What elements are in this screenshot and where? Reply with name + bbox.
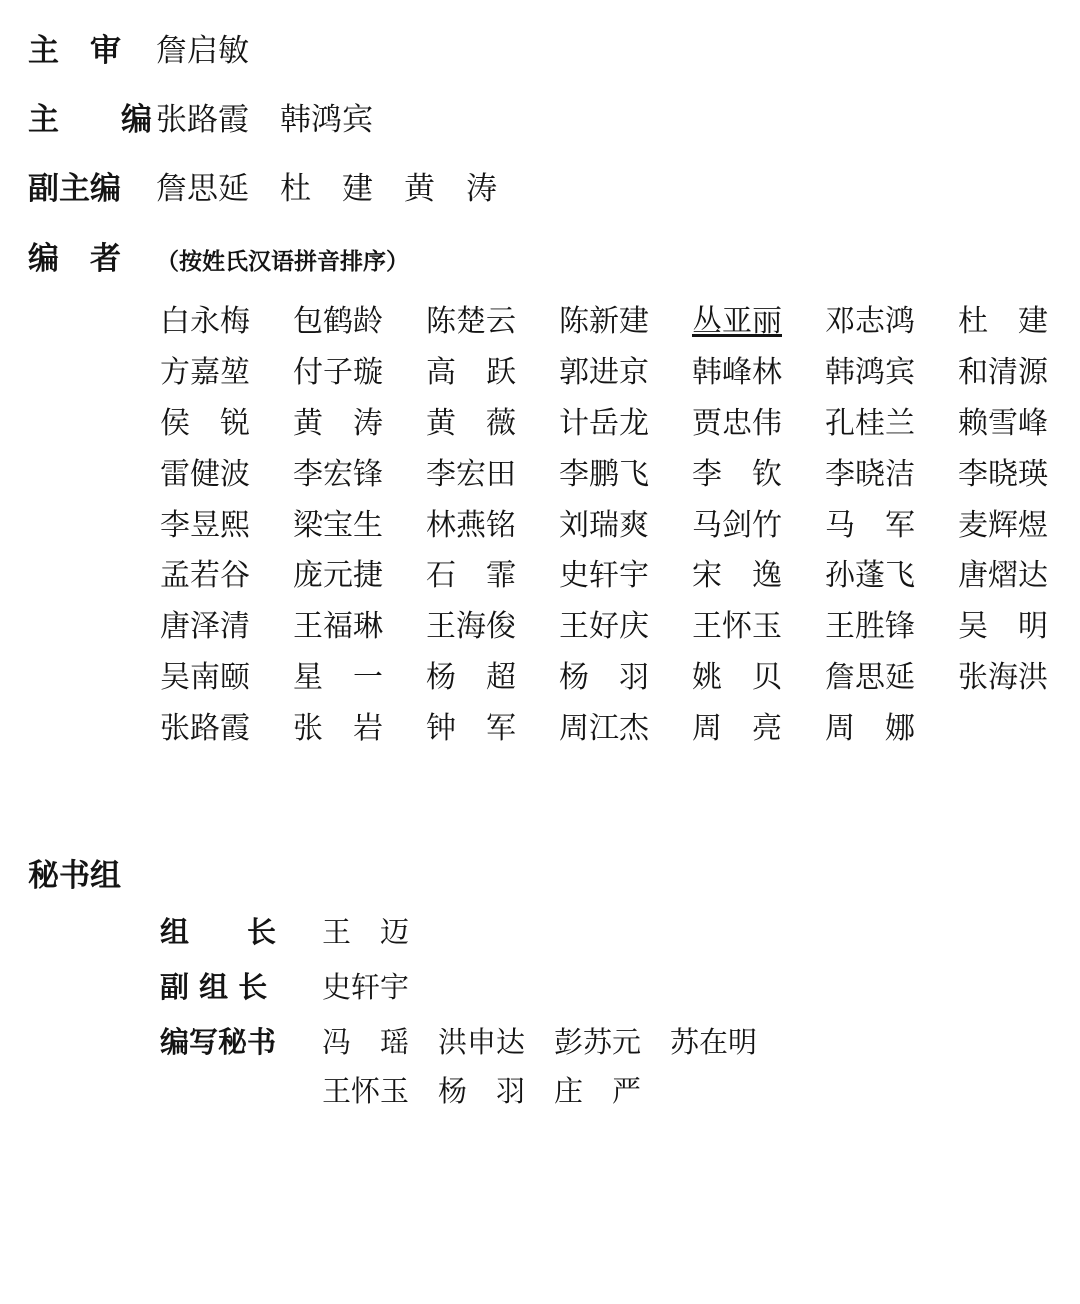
editor-name: 杜 建 — [958, 304, 1048, 339]
editor-name: 方嘉堃 — [160, 354, 250, 390]
editor-name: 孟若谷 — [160, 558, 250, 594]
editor-name: 庞元捷 — [293, 558, 383, 594]
editor-name: 张 岩 — [293, 711, 383, 747]
editor-name: 黄 涛 — [293, 405, 383, 441]
editor-name: 付子璇 — [293, 354, 383, 390]
editor-name: 黄 薇 — [426, 405, 516, 441]
editor-name: 唐熠达 — [958, 558, 1048, 594]
editor-name: 雷健波 — [160, 456, 250, 492]
secretary-row-writing-secretaries — [160, 1025, 1080, 1060]
role-label-chief-reviewer: 主 审 — [28, 33, 121, 69]
editor-name: 周 娜 — [825, 711, 915, 747]
editors-sort-note: （按姓氏汉语拼音排序） — [156, 248, 409, 275]
secretary-row-leader — [160, 915, 1080, 950]
editor-name: 李鹏飞 — [559, 456, 649, 492]
editor-name: 赖雪峰 — [958, 405, 1048, 441]
editor-name: 李晓洁 — [825, 456, 915, 492]
editor-name: 韩峰林 — [692, 354, 782, 390]
editor-name: 麦辉煜 — [958, 507, 1048, 543]
editor-name: 李晓瑛 — [958, 456, 1048, 492]
editor-name: 钟 军 — [426, 711, 516, 747]
editors-grid — [160, 302, 1080, 749]
editor-name: 王好庆 — [559, 609, 649, 645]
editor-name: 史轩宇 — [559, 558, 649, 594]
editor-name: 孙蓬飞 — [825, 558, 915, 594]
editor-name: 李昱熙 — [160, 507, 250, 543]
editor-name: 林燕铭 — [426, 507, 516, 543]
role-label-chief-editor: 主 编 — [28, 102, 152, 138]
editor-name: 邓志鸿 — [825, 304, 915, 339]
editor-name: 张路霞 — [160, 711, 250, 747]
secretary-group-title: 秘书组 — [28, 858, 121, 895]
role-label-deputy-chief-editor: 副主编 — [28, 171, 121, 207]
editor-name: 计岳龙 — [559, 405, 649, 441]
editor-name: 陈楚云 — [426, 304, 516, 339]
role-row-chief-reviewer — [28, 0, 1080, 67]
editor-name: 王福琳 — [293, 609, 383, 645]
secretary-names-deputy-leader: 史轩宇 — [322, 970, 410, 1005]
editor-name: 周 亮 — [692, 711, 782, 747]
editor-name: 星 一 — [293, 660, 383, 696]
editor-name: 侯 锐 — [160, 405, 250, 441]
editor-name: 吴南颐 — [160, 660, 250, 696]
editor-name: 李 钦 — [692, 456, 782, 492]
editor-name: 石 霏 — [426, 558, 516, 594]
editor-name: 刘瑞爽 — [559, 507, 649, 543]
secretary-row-deputy-leader — [160, 970, 1080, 1005]
role-names-chief-editor: 张路霞 韩鸿宾 — [156, 102, 373, 138]
editor-name: 包鹤龄 — [293, 304, 383, 339]
editor-name: 杨 超 — [426, 660, 516, 696]
role-row-deputy-chief-editor — [28, 136, 1080, 205]
secretary-label-deputy-leader: 副 组 长 — [160, 970, 268, 1005]
editor-name: 马剑竹 — [692, 507, 782, 543]
editor-name: 梁宝生 — [293, 507, 383, 543]
editor-name: 和清源 — [958, 354, 1048, 390]
role-names-chief-reviewer: 詹启敏 — [156, 33, 249, 69]
editor-name: 周江杰 — [559, 711, 649, 747]
editor-name: 贾忠伟 — [692, 405, 782, 441]
secretary-label-writing-secretaries: 编写秘书 — [160, 1025, 277, 1060]
secretary-names-leader: 王 迈 — [322, 915, 410, 950]
secretary-label-leader: 组 长 — [160, 915, 277, 950]
role-names-deputy-chief-editor: 詹思延 杜 建 黄 涛 — [156, 171, 497, 207]
editor-name: 孔桂兰 — [825, 405, 915, 441]
editor-name: 马 军 — [825, 507, 915, 543]
editor-name: 杨 羽 — [559, 660, 649, 696]
editor-name: 高 跃 — [426, 354, 516, 390]
editor-name: 宋 逸 — [692, 558, 782, 594]
secretary-names-continuation: 王怀玉 杨 羽 庄 严 — [322, 1074, 642, 1109]
editor-name: 郭进京 — [559, 354, 649, 390]
secretary-names-writing-secretaries: 冯 瑶 洪申达 彭苏元 苏在明 — [322, 1025, 758, 1060]
editor-name: 吴 明 — [958, 609, 1048, 645]
editor-name: 唐泽清 — [160, 609, 250, 645]
editor-name: 王怀玉 — [692, 609, 782, 645]
editor-name: 李宏田 — [426, 456, 516, 492]
editor-name: 陈新建 — [559, 304, 649, 339]
editor-name: 张海洪 — [958, 660, 1048, 696]
editor-name: 白永梅 — [160, 304, 250, 339]
editor-name: 韩鸿宾 — [825, 354, 915, 390]
editor-name: 王胜锋 — [825, 609, 915, 645]
editor-name: 丛亚丽 — [692, 304, 782, 339]
editor-name: 王海俊 — [426, 609, 516, 645]
role-row-chief-editor — [28, 67, 1080, 136]
role-label-editors: 编 者 — [28, 241, 121, 277]
editor-name: 詹思延 — [825, 660, 915, 696]
editor-name: 姚 贝 — [692, 660, 782, 696]
role-row-editors-heading — [28, 205, 1080, 276]
secretary-rows — [160, 915, 1080, 1109]
editor-name: 李宏锋 — [293, 456, 383, 492]
